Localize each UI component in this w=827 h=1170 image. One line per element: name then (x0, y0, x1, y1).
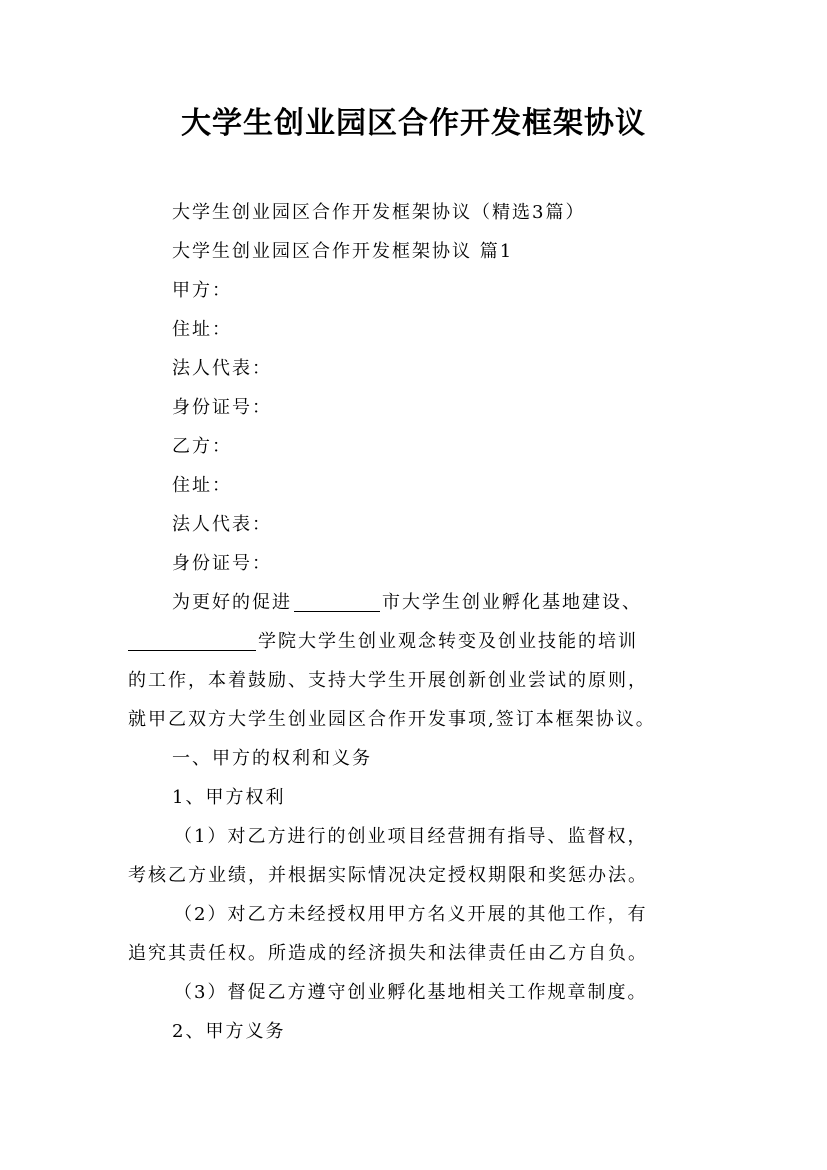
party-b-label: 乙方： (172, 436, 232, 457)
subsection-2-heading: 2、甲方义务 (172, 1021, 286, 1042)
clause-2-line-1: （2）对乙方未经授权用甲方名义开展的其他工作，有 (174, 904, 648, 925)
clause-3-line-1: （3）督促乙方遵守创业孵化基地相关工作规章制度。 (174, 982, 648, 1003)
intro-text: 为更好的促进 (172, 592, 292, 613)
intro-text: 学院大学生创业观念转变及创业技能的培训 (258, 631, 638, 652)
college-blank-line (128, 628, 256, 651)
city-blank-line (294, 589, 380, 612)
party-b-address-label: 住址： (172, 475, 232, 496)
party-a-label: 甲方： (172, 280, 232, 301)
party-a-id-label: 身份证号： (172, 397, 272, 418)
party-a-rep-label: 法人代表： (172, 358, 272, 379)
section-heading: 大学生创业园区合作开发框架协议 篇1 (172, 241, 514, 262)
intro-line-2 (128, 622, 718, 661)
intro-line-4: 就甲乙双方大学生创业园区合作开发事项,签订本框架协议。 (128, 709, 656, 730)
intro-line-1 (128, 583, 718, 622)
party-a-address-label: 住址： (172, 319, 232, 340)
subsection-1-heading: 1、甲方权利 (172, 787, 286, 808)
subtitle: 大学生创业园区合作开发框架协议（精选3篇） (172, 202, 586, 223)
clause-1-line-2: 考核乙方业绩，并根据实际情况决定授权期限和奖惩办法。 (128, 865, 648, 886)
clause-1-line-1: （1）对乙方进行的创业项目经营拥有指导、监督权， (174, 826, 648, 847)
party-b-rep-label: 法人代表： (172, 514, 272, 535)
document-body (128, 193, 718, 1051)
document-title: 大学生创业园区合作开发框架协议 (181, 106, 646, 141)
intro-line-3: 的工作，本着鼓励、支持大学生开展创新创业尝试的原则， (128, 670, 648, 691)
section-1-heading: 一、甲方的权利和义务 (172, 748, 372, 769)
clause-2-line-2: 追究其责任权。所造成的经济损失和法律责任由乙方自负。 (128, 943, 648, 964)
intro-text: 市大学生创业孵化基地建设、 (382, 592, 642, 613)
party-b-id-label: 身份证号： (172, 553, 272, 574)
